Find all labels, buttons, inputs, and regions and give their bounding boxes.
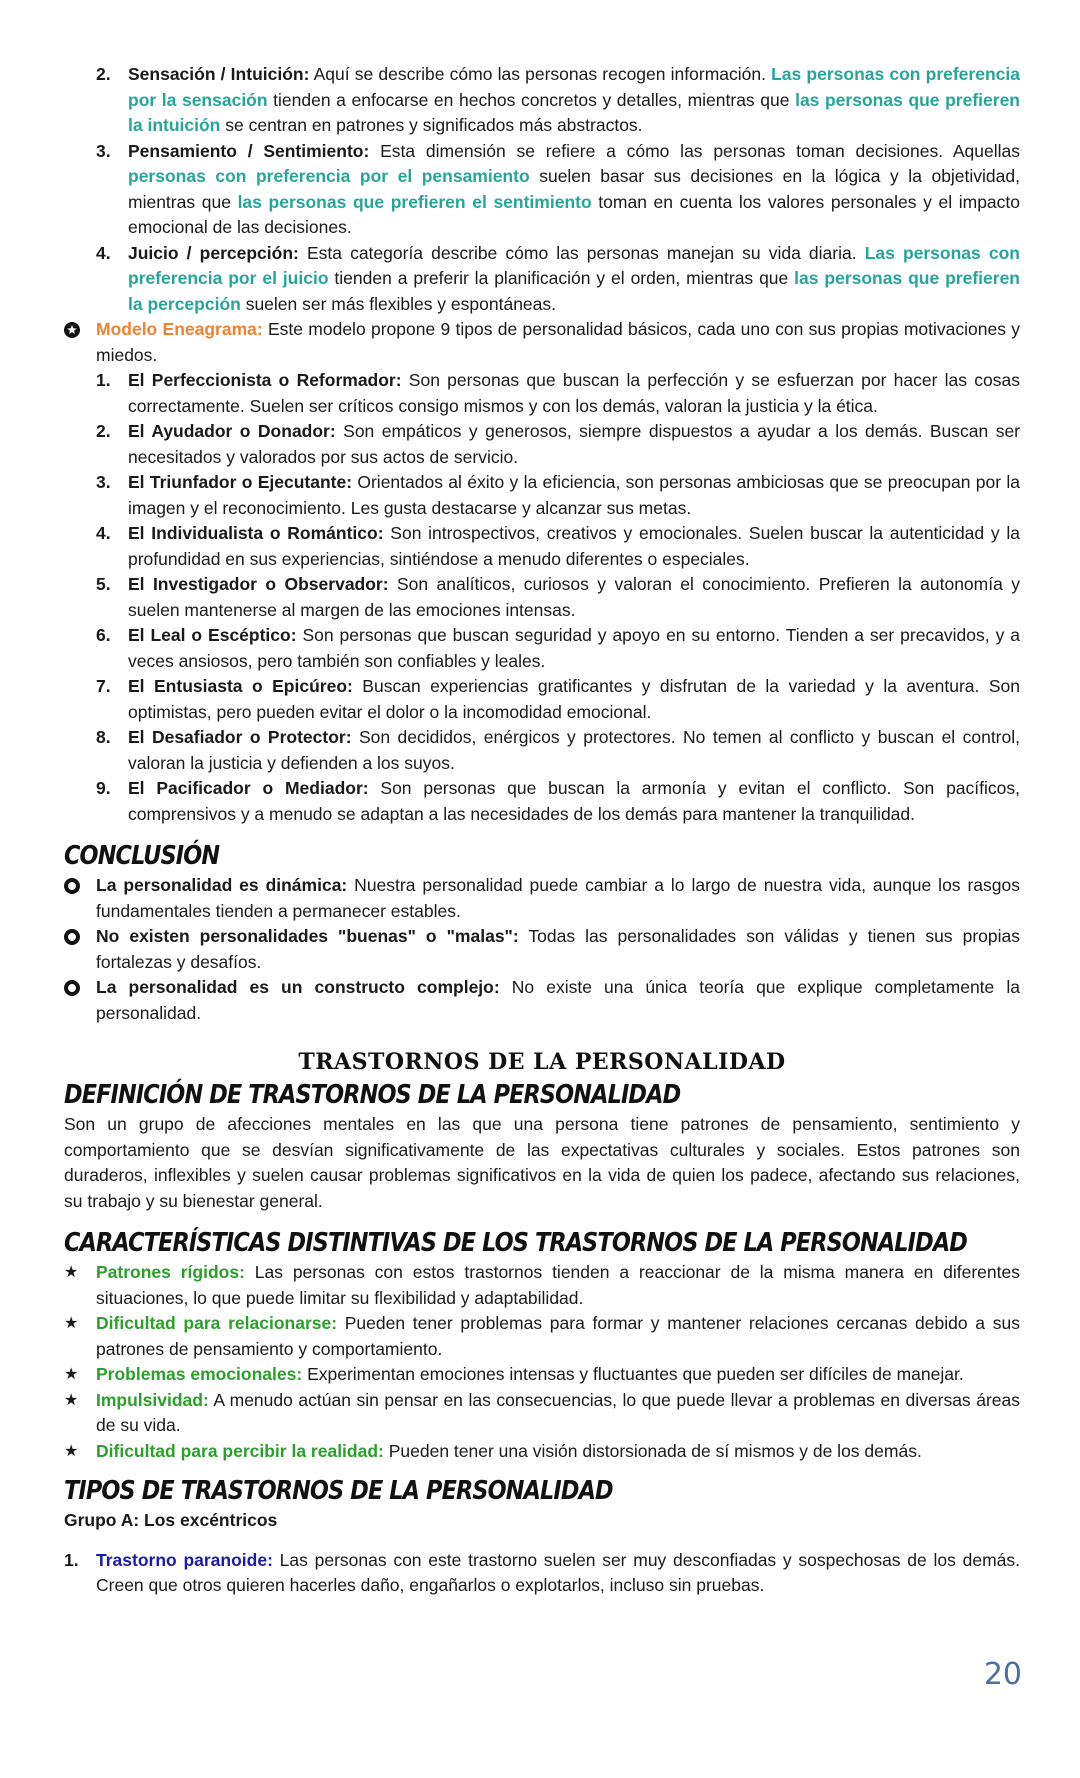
list-item: ★ Dificultad para percibir la realidad: Pueden tener una visión distorsionada de sí mismos y de los demás. (64, 1439, 1020, 1465)
mbti-list (64, 62, 1020, 317)
characteristics-list (64, 1260, 1020, 1464)
definition-text: Son un grupo de afecciones mentales en las que una persona tiene patrones de pensamiento, sentimiento y comportamiento que se desvían significativamente de las expectativas culturales y sociales. Estos patrones son duraderos, inflexibles y suelen causar problemas significativos en la vida de quien los padece, afectando sus relaciones, su trabajo y su bienestar general. (64, 1114, 1020, 1211)
list-item: 4. Juicio / percepción: Esta categoría describe cómo las personas manejan su vida diaria. Las personas con preferencia por el juicio tienden a preferir la planificación y el orden, mientras que las personas que prefieren la percepción suelen ser más flexibles y espontáneas. (96, 242, 1020, 314)
star-icon: ★ (64, 1264, 79, 1281)
conclusion-heading: CONCLUSIÓN (64, 841, 220, 871)
list-item: No existen personalidades "buenas" o "malas": Todas las personalidades son válidas y tienen sus propias fortalezas y desafíos. (64, 924, 1020, 975)
star-icon: ★ (64, 1442, 79, 1460)
group-label: Grupo A: Los excéntricos (64, 1510, 278, 1530)
types-heading: TIPOS DE TRASTORNOS DE LA PERSONALIDAD (64, 1476, 613, 1506)
document-page (64, 62, 1020, 1599)
types-list (64, 1548, 1020, 1599)
list-item: 4. El Individualista o Romántico: Son introspectivos, creativos y emocionales. Suelen buscar la autenticidad y la profundidad en sus experiencias, sintiéndose a menudo diferentes o especiales. (96, 523, 1021, 569)
list-item: La personalidad es un constructo complejo: No existe una única teoría que explique completamente la personalidad. (64, 975, 1020, 1026)
list-item: 1. Trastorno paranoide: Las personas con este trastorno suelen ser muy desconfiadas y sospechosas de los demás. Creen que otros quieren hacerles daño, engañarlos o explotarlos, incluso sin pruebas. (64, 1549, 1020, 1595)
list-item: 2. El Ayudador o Donador: Son empáticos y generosos, siempre dispuestos a ayudar a los demás. Buscan ser necesitados y valorados por sus actos de servicio. (96, 421, 1020, 467)
ring-bullet-icon (64, 878, 80, 894)
list-item: ★ Problemas emocionales: Experimentan emociones intensas y fluctuantes que pueden ser difíciles de manejar. (64, 1362, 1020, 1388)
conclusion-list (64, 873, 1020, 1026)
page-number: 20 (983, 1657, 1022, 1692)
definition-heading: DEFINICIÓN DE TRASTORNOS DE LA PERSONALIDAD (64, 1080, 681, 1110)
list-item: 3. Pensamiento / Sentimiento: Esta dimensión se refiere a cómo las personas toman decisiones. Aquellas personas con preferencia por el pensamiento suelen basar sus decisiones en la lógica y la objetividad, mientras que las personas que prefieren el sentimiento toman en cuenta los valores personales y el impacto emocional de las decisiones. (96, 140, 1021, 237)
star-icon: ★ (64, 1315, 79, 1332)
list-item: ★ Impulsividad: A menudo actúan sin pensar en las consecuencias, lo que puede llevar a problemas en diversas áreas de su vida. (64, 1389, 1020, 1435)
ring-bullet-icon (64, 929, 80, 945)
list-item: 6. El Leal o Escéptico: Son personas que buscan seguridad y apoyo en su entorno. Tienden a ser precavidos, y a veces ansiosos, pero también son confiables y leales. (96, 625, 1020, 671)
list-item: La personalidad es dinámica: Nuestra personalidad puede cambiar a lo largo de nuestra vida, aunque los rasgos fundamentales tienden a permanecer estables. (64, 873, 1020, 924)
star-icon: ★ (64, 1391, 79, 1409)
star-icon: ★ (64, 1366, 79, 1383)
list-item: 2. Sensación / Intuición: Aquí se describe cómo las personas recogen información. Las personas con preferencia por la sensación tienden a enfocarse en hechos concretos y detalles, mientras que las personas que prefieren la intuición se centran en patrones y significados más abstractos. (96, 64, 1020, 135)
enneagram-list (64, 368, 1020, 827)
characteristics-heading: CARACTERÍSTICAS DISTINTIVAS DE LOS TRASTORNOS DE LA PERSONALIDAD (64, 1228, 967, 1258)
list-item: 9. El Pacificador o Mediador: Son personas que buscan la armonía y evitan el conflicto. Son pacíficos, comprensivos y a menudo se adaptan a las necesidades de los demás para mantener la tranquilidad. (96, 778, 1020, 824)
list-item: 7. El Entusiasta o Epicúreo: Buscan experiencias gratificantes y disfrutan de la variedad y la aventura. Son optimistas, pero pueden evitar el dolor o la incomodidad emocional. (96, 676, 1020, 722)
section-title: TRASTORNOS DE LA PERSONALIDAD (298, 1049, 786, 1075)
list-item: 3. El Triunfador o Ejecutante: Orientados al éxito y la eficiencia, son personas ambiciosas que se preocupan por la imagen y el reconocimiento. Les gusta destacarse y alcanzar sus metas. (96, 472, 1020, 518)
list-item: 8. El Desafiador o Protector: Son decididos, enérgicos y protectores. No temen al conflicto y buscan el control, valoran la justicia y defienden a los suyos. (96, 727, 1020, 773)
list-item: 1. El Perfeccionista o Reformador: Son personas que buscan la perfección y se esfuerzan por hacer las cosas correctamente. Suelen ser críticos consigo mismos y con los demás, valoran la justicia y la ética. (96, 370, 1020, 416)
star-circle-icon (64, 322, 80, 338)
list-item: ★ Patrones rígidos: Las personas con estos trastornos tienden a reaccionar de la misma manera en diferentes situaciones, lo que puede limitar su flexibilidad y adaptabilidad. (64, 1262, 1020, 1308)
list-item: ★ Dificultad para relacionarse: Pueden tener problemas para formar y mantener relaciones cercanas debido a sus patrones de pensamiento y comportamiento. (64, 1313, 1020, 1359)
ring-bullet-icon (64, 980, 80, 996)
list-item: 5. El Investigador o Observador: Son analíticos, curiosos y valoran el conocimiento. Prefieren la autonomía y suelen mantenerse al margen de las emociones intensas. (96, 574, 1020, 620)
enneagram-intro: Modelo Eneagrama: Este modelo propone 9 tipos de personalidad básicos, cada uno con sus propias motivaciones y miedos. (64, 317, 1020, 368)
